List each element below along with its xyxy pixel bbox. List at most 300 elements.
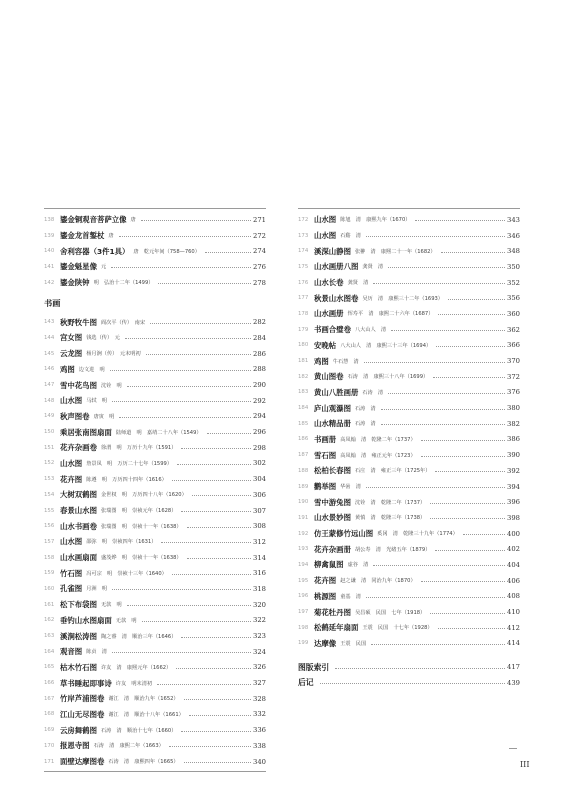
dot-leader — [421, 581, 505, 582]
entry-meta: 陆师道 明 嘉靖二十八年（1549） — [115, 429, 202, 436]
toc-entry[interactable] — [298, 259, 520, 275]
entry-meta: 沈铨 清 乾隆二年（1737） — [354, 499, 426, 506]
entry-page: 328 — [253, 694, 266, 703]
entry-number: 182 — [298, 373, 309, 380]
entry-meta: 奚冈 清 乾隆三十九年（1774） — [377, 531, 458, 538]
toc-entry[interactable] — [44, 456, 266, 472]
toc-entry[interactable] — [44, 534, 266, 550]
entry-number: 159 — [44, 570, 55, 577]
entry-page: 406 — [507, 576, 520, 585]
entry-page: 348 — [507, 247, 520, 256]
toc-entry[interactable] — [298, 385, 520, 401]
entry-title: 春景山水图 — [60, 506, 97, 516]
entry-meta: 阎次平（传） 南宋 — [100, 319, 146, 326]
dot-leader — [438, 628, 505, 629]
entry-page: 312 — [253, 537, 266, 546]
entry-page: 370 — [507, 357, 520, 366]
entry-page: 271 — [253, 215, 266, 224]
entry-meta: 冯可宗 明 崇祯十三年（1640） — [86, 570, 167, 577]
entry-page: 298 — [253, 443, 266, 452]
entry-meta: 沈铨 明 — [100, 382, 122, 389]
entry-meta: 张翀 清 康熙二十一年（1682） — [354, 248, 436, 255]
toc-entry[interactable] — [44, 228, 266, 244]
entry-page: 336 — [253, 726, 266, 735]
entry-page: 294 — [253, 412, 266, 421]
entry-meta: 陈遵 明 万历四十四年（1616） — [86, 476, 167, 483]
entry-title: 云龙图 — [60, 349, 83, 359]
entry-number: 187 — [298, 452, 309, 459]
toc-entry[interactable] — [298, 463, 520, 479]
entry-number: 185 — [298, 420, 309, 427]
entry-meta: 龚贤 清 — [347, 280, 369, 287]
dot-leader — [430, 503, 505, 504]
entry-page: 282 — [253, 318, 266, 327]
dot-leader — [181, 448, 251, 449]
entry-number: 175 — [298, 263, 309, 270]
entry-number: 181 — [298, 358, 309, 365]
entry-number: 171 — [44, 758, 55, 765]
entry-meta: 高凤翰 清 乾隆二年（1737） — [340, 436, 416, 443]
dot-leader — [415, 220, 505, 221]
dot-leader — [430, 518, 505, 519]
entry-title: 雪中花鸟图 — [60, 380, 97, 390]
entry-meta: 石谿 清 — [340, 233, 361, 240]
dot-leader — [192, 495, 251, 496]
entry-number: 177 — [298, 295, 309, 302]
entry-page: 304 — [253, 475, 266, 484]
page-number: III — [520, 760, 530, 769]
toc-entry[interactable] — [44, 487, 266, 503]
entry-title: 山水画扇面 — [60, 553, 97, 563]
entry-page: 278 — [253, 278, 266, 287]
dot-leader — [172, 480, 251, 481]
entry-number: 153 — [44, 476, 55, 483]
toc-entry[interactable] — [44, 243, 266, 259]
entry-title: 花卉杂画册 — [314, 544, 351, 554]
top-rule — [44, 208, 266, 209]
entry-page: 439 — [507, 678, 520, 687]
entry-meta: 王震 民国 — [340, 640, 367, 647]
toc-entry[interactable] — [298, 526, 520, 542]
entry-title: 黄山八胜画册 — [314, 387, 359, 397]
dot-leader — [172, 574, 251, 575]
dot-leader — [421, 440, 505, 441]
toc-entry[interactable] — [44, 738, 266, 754]
entry-title: 山水画册八图 — [314, 262, 359, 272]
entry-title: 秋声图卷 — [60, 411, 90, 421]
toc-entry[interactable] — [298, 620, 520, 636]
entry-title: 山水图 — [314, 231, 337, 241]
toc-entry[interactable] — [298, 243, 520, 259]
entry-number: 144 — [44, 334, 55, 341]
entry-number: 154 — [44, 491, 55, 498]
entry-number: 146 — [44, 366, 55, 373]
entry-number: 173 — [298, 232, 309, 239]
toc-entry[interactable] — [44, 722, 266, 738]
dot-leader — [177, 464, 251, 465]
dot-leader — [366, 597, 505, 598]
entry-title: 大树双鹤图 — [60, 490, 97, 500]
dot-leader — [436, 346, 505, 347]
entry-title: 花卉图 — [60, 474, 83, 484]
entry-page: 326 — [253, 663, 266, 672]
entry-title: 黄山图卷 — [314, 372, 344, 382]
entry-page: 350 — [507, 262, 520, 271]
entry-page: 314 — [253, 553, 266, 562]
entry-meta: 陈贞 清 — [86, 649, 107, 656]
entry-number: 165 — [44, 664, 55, 671]
dot-leader — [161, 542, 251, 543]
dot-leader — [388, 393, 505, 394]
toc-entry[interactable] — [44, 581, 266, 597]
entry-meta: 石庄 清 雍正三年（1725年） — [354, 468, 431, 475]
entry-title: 鎏金魁星像 — [60, 262, 97, 272]
toc-entry[interactable] — [298, 432, 520, 448]
dot-leader — [110, 370, 251, 371]
toc-list-paintings-continued — [298, 212, 520, 651]
dot-leader — [435, 471, 505, 472]
entry-number: 183 — [298, 389, 309, 396]
entry-number: 190 — [298, 499, 309, 506]
toc-entry[interactable] — [44, 314, 266, 330]
dot-leader — [184, 699, 251, 700]
toc-entry[interactable] — [44, 471, 266, 487]
dot-leader — [430, 613, 505, 614]
entry-number: 194 — [298, 561, 309, 568]
entry-number: 172 — [298, 216, 309, 223]
toc-entry[interactable] — [44, 628, 266, 644]
entry-meta: 唐 乾元年间（758—760） — [133, 248, 200, 255]
entry-meta: 石涛 清 — [362, 389, 384, 396]
toc-entry[interactable] — [44, 565, 266, 581]
entry-page: 332 — [253, 710, 266, 719]
entry-number: 139 — [44, 232, 55, 239]
entry-page: 362 — [507, 325, 520, 334]
toc-entry[interactable] — [298, 636, 520, 652]
entry-title: 鎏金陕钟 — [60, 278, 90, 288]
toc-entry[interactable] — [298, 557, 520, 573]
toc-entry[interactable] — [44, 518, 266, 534]
entry-title: 山水图 — [60, 537, 83, 547]
toc-entry[interactable] — [44, 393, 266, 409]
entry-page: 376 — [507, 388, 520, 397]
entry-number: 179 — [298, 326, 309, 333]
toc-entry[interactable] — [44, 675, 266, 691]
entry-meta: 石涛 清 — [354, 421, 376, 428]
entry-meta: 唐 — [130, 217, 136, 224]
toc-entry[interactable] — [298, 447, 520, 463]
entry-meta: 吴历 清 康熙三十二年（1693） — [362, 295, 443, 302]
entry-number: 163 — [44, 633, 55, 640]
dot-leader — [381, 424, 505, 425]
entry-meta: 陈旭 清 康熙九年（1670） — [340, 217, 411, 224]
entry-number: 160 — [44, 585, 55, 592]
entry-page: 380 — [507, 404, 520, 413]
toc-entry[interactable] — [44, 644, 266, 660]
entry-title: 山水长卷 — [314, 278, 344, 288]
dot-leader — [373, 283, 505, 284]
entry-meta: 张瑞图 明 崇祯十一年（1638） — [100, 523, 182, 530]
entry-meta: 八大山人 清 — [354, 327, 387, 334]
dot-leader — [366, 487, 505, 488]
entry-title: 观音图 — [60, 647, 83, 657]
toc-appendix-list — [298, 659, 520, 690]
entry-title: 松柏长春图 — [314, 466, 351, 476]
toc-entry[interactable] — [298, 541, 520, 557]
toc-entry[interactable] — [44, 424, 266, 440]
toc-entry[interactable] — [298, 369, 520, 385]
dot-leader — [320, 683, 505, 684]
entry-page: 386 — [507, 435, 520, 444]
toc-entry[interactable] — [298, 675, 520, 691]
entry-title: 书画册 — [314, 434, 337, 444]
entry-page: 398 — [507, 513, 520, 522]
dot-leader — [435, 550, 505, 551]
entry-meta: 明 弘治十二年（1499） — [93, 280, 154, 287]
dot-leader — [421, 456, 505, 457]
entry-meta: 许友 清 康熙元年（1662） — [100, 664, 172, 671]
entry-number: 170 — [44, 742, 55, 749]
entry-page: 392 — [507, 466, 520, 475]
toc-entry[interactable] — [298, 212, 520, 228]
entry-title: 后记 — [298, 678, 314, 688]
toc-entry[interactable] — [44, 377, 266, 393]
entry-page: 318 — [253, 584, 266, 593]
dot-leader — [176, 668, 251, 669]
entry-page: 360 — [507, 309, 520, 318]
entry-page: 408 — [507, 592, 520, 601]
entry-page: 274 — [253, 247, 266, 256]
entry-meta: 华喦 清 — [340, 484, 361, 491]
entry-title: 舍利容器（3件1具） — [60, 246, 130, 256]
entry-page: 306 — [253, 490, 266, 499]
dot-leader — [142, 621, 252, 622]
entry-title: 面壁达摩图卷 — [60, 757, 105, 767]
entry-number: 161 — [44, 601, 55, 608]
entry-title: 山水精品册 — [314, 419, 351, 429]
dot-leader — [184, 762, 251, 763]
entry-number: 178 — [298, 310, 309, 317]
entry-page: 340 — [253, 757, 266, 766]
dot-leader — [119, 236, 251, 237]
entry-title: 花卉杂画卷 — [60, 443, 97, 453]
entry-meta: 石涛 清 顺治十七年（1660） — [100, 727, 177, 734]
entry-page: 292 — [253, 396, 266, 405]
entry-page: 296 — [253, 428, 266, 437]
entry-meta: 徐渭 明 万历十九年（1591） — [100, 445, 177, 452]
entry-page: 404 — [507, 560, 520, 569]
entry-title: 枯木竹石图 — [60, 662, 97, 672]
entry-number: 142 — [44, 279, 55, 286]
toc-entry[interactable] — [298, 573, 520, 589]
dot-leader — [111, 267, 251, 268]
toc-entry[interactable] — [298, 604, 520, 620]
entry-title: 仿王蒙修竹远山图 — [314, 529, 374, 539]
entry-meta: 钱选（传） 元 — [86, 335, 120, 342]
entry-page: 394 — [507, 482, 520, 491]
entry-meta: 月洲 明 — [86, 586, 107, 593]
entry-number: 176 — [298, 279, 309, 286]
entry-meta: 无款 明 — [115, 617, 137, 624]
toc-entry[interactable] — [44, 754, 266, 770]
entry-page: 366 — [507, 341, 520, 350]
right-column — [298, 208, 520, 691]
toc-entry[interactable] — [44, 660, 266, 676]
entry-meta: 八大山人 清 康熙三十三年（1694） — [340, 342, 432, 349]
entry-title: 山水画册 — [314, 309, 344, 319]
entry-number: 148 — [44, 397, 55, 404]
entry-title: 达摩像 — [314, 638, 337, 648]
entry-title: 柳禽鼠图 — [314, 560, 344, 570]
dot-leader — [381, 409, 505, 410]
entry-title: 江山无尽图卷 — [60, 709, 105, 719]
entry-page: 302 — [253, 459, 266, 468]
entry-meta: 赵之谦 清 同治九年（1870） — [340, 578, 416, 585]
entry-page: 288 — [253, 365, 266, 374]
entry-page: 323 — [253, 632, 266, 641]
entry-title: 书画合璧卷 — [314, 325, 351, 335]
entry-number: 145 — [44, 350, 55, 357]
entry-number: 199 — [298, 640, 309, 647]
entry-number: 162 — [44, 617, 55, 624]
entry-meta: 谢江 清 顺治九年（1652） — [108, 696, 179, 703]
toc-entry[interactable] — [44, 707, 266, 723]
toc-entry[interactable] — [298, 416, 520, 432]
toc-entry[interactable] — [44, 330, 266, 346]
dot-leader — [441, 252, 505, 253]
entry-title: 鸡图 — [314, 356, 329, 366]
dot-leader — [448, 299, 505, 300]
entry-title: 雪石图 — [314, 450, 337, 460]
toc-entry[interactable] — [298, 589, 520, 605]
entry-meta: 杨月涧（传） 元末明初 — [86, 351, 141, 358]
toc-entry[interactable] — [298, 338, 520, 354]
entry-number: 140 — [44, 248, 55, 255]
entry-meta: 邵弥 明 崇祯四年（1631） — [86, 539, 157, 546]
entry-title: 山水图 — [60, 458, 83, 468]
entry-page: 402 — [507, 545, 520, 554]
entry-title: 雪中游兔图 — [314, 497, 351, 507]
toc-entry[interactable] — [44, 503, 266, 519]
entry-meta: 黄慎 清 乾隆三年（1738） — [354, 515, 426, 522]
toc-entry[interactable] — [298, 275, 520, 291]
dot-leader — [125, 338, 251, 339]
entry-title: 秋景山水图卷 — [314, 293, 359, 303]
entry-number: 197 — [298, 609, 309, 616]
entry-meta: 元 — [100, 264, 107, 271]
entry-number: 196 — [298, 593, 309, 600]
toc-entry[interactable] — [298, 306, 520, 322]
toc-entry[interactable] — [298, 494, 520, 510]
entry-page: 417 — [507, 663, 520, 672]
dot-leader — [433, 377, 505, 378]
entry-page: 286 — [253, 349, 266, 358]
entry-number: 141 — [44, 263, 55, 270]
toc-entry[interactable] — [44, 550, 266, 566]
toc-entry[interactable] — [298, 479, 520, 495]
footer-rule — [509, 748, 517, 749]
entry-title: 云房舞鹤图 — [60, 725, 97, 735]
entry-page: 316 — [253, 569, 266, 578]
entry-number: 192 — [298, 530, 309, 537]
entry-title: 乘居张南图扇面 — [60, 427, 112, 437]
entry-title: 鎏金龙首錾杖 — [60, 231, 105, 241]
entry-title: 宫女图 — [60, 333, 83, 343]
toc-entry[interactable] — [44, 259, 266, 275]
entry-page: 338 — [253, 741, 266, 750]
entry-title: 溪深山静图 — [314, 246, 351, 256]
toc-entry[interactable] — [44, 346, 266, 362]
entry-title: 秋野牧牛图 — [60, 317, 97, 327]
entry-meta: 无款 明 — [100, 602, 122, 609]
dot-leader — [127, 386, 251, 387]
dot-leader — [207, 433, 251, 434]
toc-entry[interactable] — [44, 409, 266, 425]
entry-meta: 许友 明末清初 — [115, 680, 153, 687]
entry-number: 184 — [298, 405, 309, 412]
entry-title: 竹石图 — [60, 568, 83, 578]
toc-entry[interactable] — [44, 212, 266, 228]
entry-title: 安晚帖 — [314, 340, 337, 350]
toc-entry[interactable] — [298, 510, 520, 526]
entry-title: 山水图 — [314, 215, 337, 225]
entry-meta: 恽寿平 清 康熙二十六年（1687） — [347, 311, 434, 318]
toc-entry[interactable] — [298, 228, 520, 244]
dot-leader — [119, 417, 251, 418]
entry-title: 鎏金铜观音菩萨立像 — [60, 215, 127, 225]
entry-number: 193 — [298, 546, 309, 553]
entry-number: 189 — [298, 483, 309, 490]
dot-leader — [112, 652, 251, 653]
toc-entry[interactable] — [44, 440, 266, 456]
entry-number: 147 — [44, 382, 55, 389]
toc-entry[interactable] — [44, 613, 266, 629]
entry-number: 191 — [298, 514, 309, 521]
entry-page: 372 — [507, 372, 520, 381]
dot-leader — [463, 534, 505, 535]
entry-meta: 吴昌硕 民国 七年（1918） — [354, 609, 426, 616]
entry-title: 庐山观瀑图 — [314, 403, 351, 413]
entry-title: 松下布袋图 — [60, 600, 97, 610]
toc-entry[interactable] — [298, 290, 520, 306]
entry-meta: 张瑞图 明 崇祯元年（1628） — [100, 508, 177, 515]
entry-page: 276 — [253, 262, 266, 271]
entry-number: 186 — [298, 436, 309, 443]
entry-number: 167 — [44, 695, 55, 702]
dot-leader — [146, 354, 251, 355]
entry-title: 草书睡起即事诗 — [60, 678, 112, 688]
toc-entry[interactable] — [44, 597, 266, 613]
dot-leader — [371, 644, 505, 645]
entry-number: 198 — [298, 624, 309, 631]
dot-leader — [366, 236, 505, 237]
toc-entry[interactable] — [298, 659, 520, 675]
entry-title: 山水书画卷 — [60, 521, 97, 531]
entry-page: 307 — [253, 506, 266, 515]
toc-entry[interactable] — [44, 362, 266, 378]
toc-entry[interactable] — [298, 400, 520, 416]
entry-page: 382 — [507, 419, 520, 428]
toc-entry[interactable] — [298, 322, 520, 338]
entry-number: 158 — [44, 554, 55, 561]
toc-entry[interactable] — [298, 353, 520, 369]
entry-title: 松鹤延年扇面 — [314, 623, 359, 633]
toc-entry[interactable] — [44, 691, 266, 707]
entry-page: 352 — [507, 278, 520, 287]
dot-leader — [187, 527, 251, 528]
entry-page: 410 — [507, 608, 520, 617]
toc-entry[interactable] — [44, 275, 266, 291]
